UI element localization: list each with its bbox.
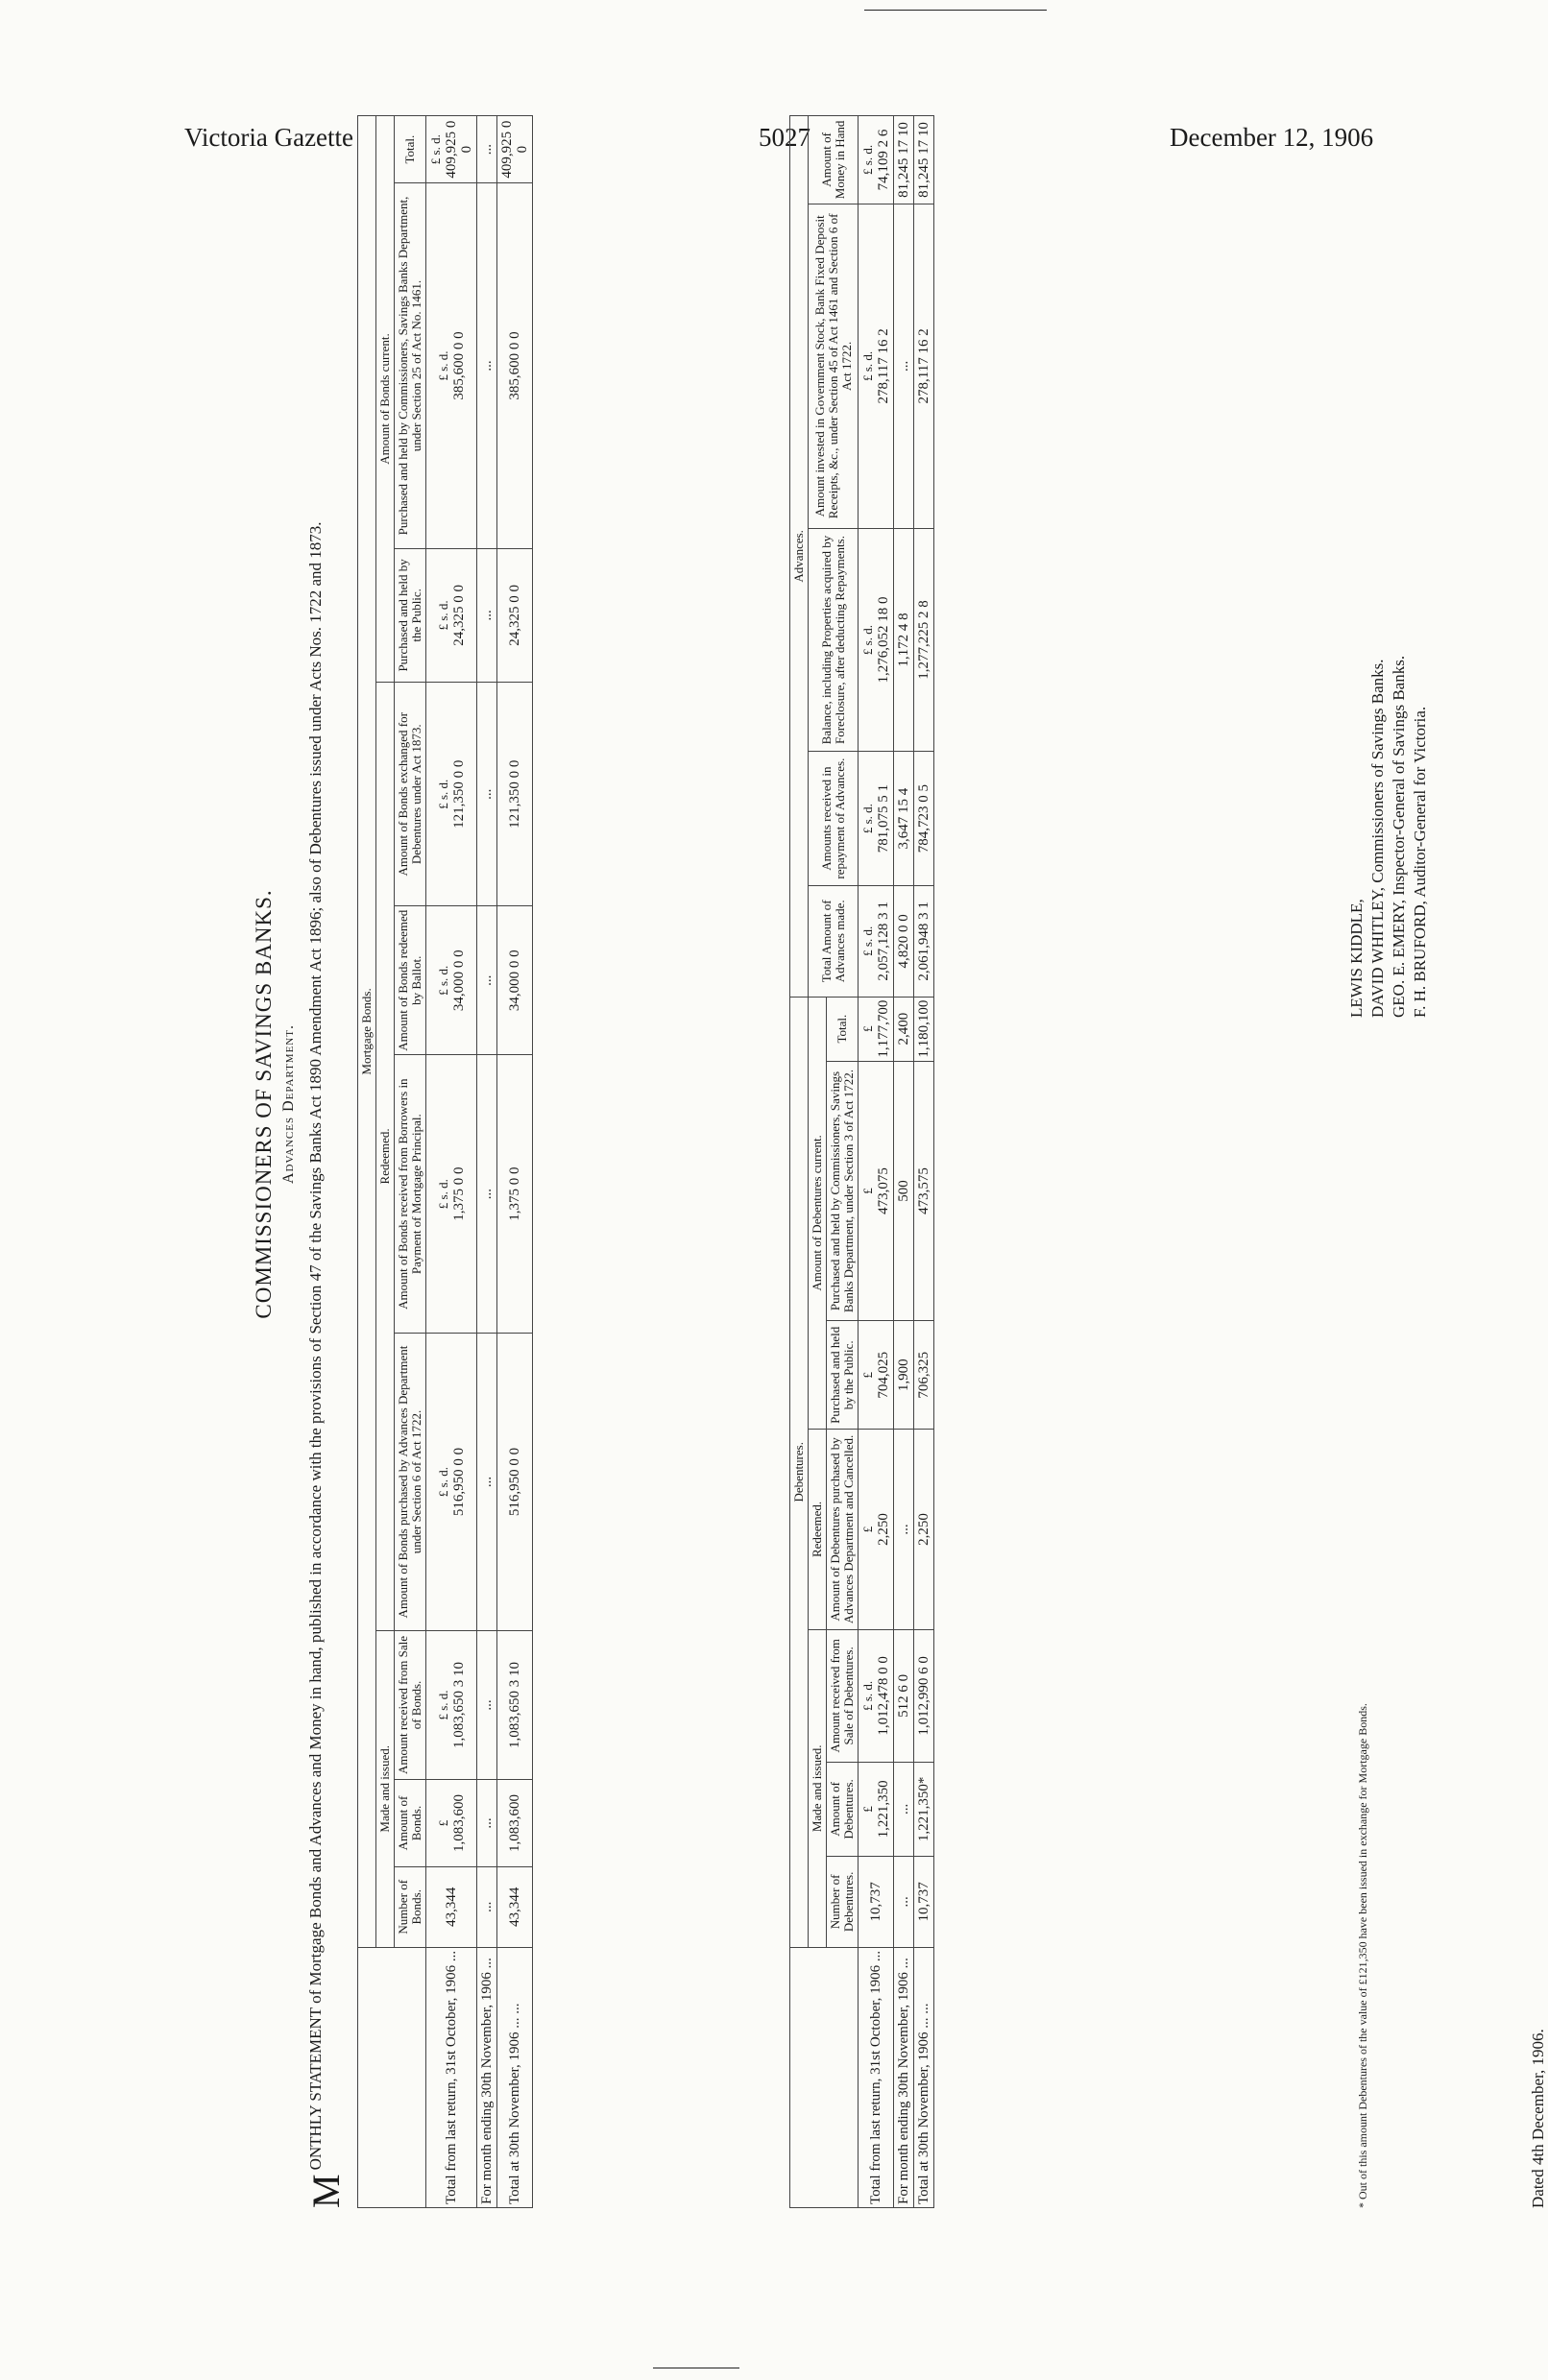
bonds-col-4: Amount of Bonds received from Borrowers in Payment of Mortgage Principal. (395, 1054, 426, 1333)
signature-block (1346, 656, 1431, 1018)
cell: 34,000 0 0 (497, 906, 533, 1055)
deb-col-8: Amounts received in repayment of Advances. (809, 752, 859, 886)
signatory-3: GEO. E. EMERY, Inspector-General of Savings Banks. (1390, 655, 1408, 1018)
row-label: For month ending 30th November, 1906 ... (477, 1947, 497, 2207)
cell: 473,575 (914, 1061, 934, 1321)
row-label: Total at 30th November, 1906 ... ... (914, 1947, 934, 2207)
cell: ... (894, 1856, 914, 1947)
cell: ... (477, 1866, 497, 1947)
cell: ... (894, 1430, 914, 1630)
advances-group-header: Advances. (790, 116, 809, 998)
deb-row-0 (859, 116, 894, 2208)
cell: 1,375 0 0 (497, 1054, 533, 1333)
cell: 2,061,948 3 1 (914, 885, 934, 997)
deb-redeemed-header: Redeemed. (809, 1430, 827, 1630)
cell: ... (894, 1762, 914, 1856)
bonds-made-header: Made and issued. (376, 1630, 395, 1947)
cell: 1,900 (894, 1321, 914, 1430)
bonds-col-8: Purchased and held by Commissioners, Savings Banks Department, under Section 25 of Act No. 1461. (395, 183, 426, 548)
debentures-group-header: Debentures. (790, 997, 809, 1947)
cell: ... (477, 1054, 497, 1333)
cell: 784,723 0 5 (914, 752, 934, 886)
footnote: * Out of this amount Debentures of the value of £121,350 have been issued in exchange for Mortgage Bonds. (1356, 1703, 1369, 2208)
cell: 43,344 (497, 1866, 533, 1947)
cell: 1,083,600 (497, 1780, 533, 1866)
cell: ... (477, 116, 497, 183)
deb-col-5: Purchased and held by Commissioners, Savings Banks Department, under Section 3 of Act 1722. (827, 1061, 859, 1321)
cell: £ 704,025 (859, 1321, 894, 1430)
deb-col-3: Amount of Debentures purchased by Advances Department and Cancelled. (827, 1430, 859, 1630)
cell: ... (477, 183, 497, 548)
cell: £ 1,221,350 (859, 1762, 894, 1856)
cell: 1,083,650 3 10 (497, 1630, 533, 1780)
cell: £ s. d. 781,075 5 1 (859, 752, 894, 886)
cell: £ 2,250 (859, 1430, 894, 1630)
deb-col-11: Amount of Money in Hand (809, 116, 859, 204)
cell: £ s. d. 34,000 0 0 (426, 906, 477, 1055)
deb-row-1 (894, 116, 914, 2208)
signatory-4: F. H. BRUFORD, Auditor-General for Victoria. (1411, 706, 1429, 1018)
row-label-header (358, 1947, 426, 2207)
deb-current-header: Amount of Debentures current. (809, 997, 827, 1430)
rotated-statement (252, 0, 1547, 2208)
cell: £ s. d. 121,350 0 0 (426, 683, 477, 906)
cell: 43,344 (426, 1866, 477, 1947)
cell: 516,950 0 0 (497, 1334, 533, 1630)
deb-made-header: Made and issued. (809, 1629, 827, 1947)
cell: ... (477, 1630, 497, 1780)
cell: 10,737 (914, 1856, 934, 1947)
cell: 409,925 0 0 (497, 116, 533, 183)
cell: £ s. d. 385,600 0 0 (426, 183, 477, 548)
cell: £ s. d. 516,950 0 0 (426, 1334, 477, 1630)
bonds-col-7: Purchased and held by the Public. (395, 548, 426, 682)
signatory-role: Commissioners of Savings Banks. (1368, 659, 1387, 883)
cell: 2,400 (894, 997, 914, 1061)
bonds-row-2 (497, 116, 533, 2208)
deb-row-2 (914, 116, 934, 2208)
cell: 1,012,990 6 0 (914, 1629, 934, 1762)
cell: 1,172 4 8 (894, 528, 914, 751)
cell: £ s. d. 2,057,128 3 1 (859, 885, 894, 997)
bonds-redeemed-header: Redeemed. (376, 683, 395, 1631)
deb-col-9: Balance, including Properties acquired by Foreclosure, after deducting Repayments. (809, 528, 859, 751)
cell: £ 473,075 (859, 1061, 894, 1321)
cell: 1,180,100 (914, 997, 934, 1061)
cell: 2,250 (914, 1430, 934, 1630)
cell: £ s. d. 409,925 0 0 (426, 116, 477, 183)
bonds-col-5: Amount of Bonds redeemed by Ballot. (395, 906, 426, 1055)
cell: 1,221,350* (914, 1762, 934, 1856)
bonds-col-2: Amount received from Sale of Bonds. (395, 1630, 426, 1780)
cell: £ s. d. 1,083,650 3 10 (426, 1630, 477, 1780)
cell: 81,245 17 10 (914, 116, 934, 204)
row-label: Total at 30th November, 1906 ... ... (497, 1947, 533, 2207)
cell: 385,600 0 0 (497, 183, 533, 548)
intro-text: ONTHLY STATEMENT of Mortgage Bonds and Advances and Money in hand, published in accordance with the provisions of Section 47 of the Savings Banks Act 1890 Amendment Act 1896; also of Debentures issued under Acts Nos. 1722 and 1873. (306, 521, 325, 2171)
bonds-col-0: Number of Bonds. (395, 1866, 426, 1947)
deb-col-1: Amount of Debentures. (827, 1762, 859, 1856)
page-number: 5027 (759, 123, 810, 152)
bonds-col-1: Amount of Bonds. (395, 1780, 426, 1866)
cell: £ s. d. 1,012,478 0 0 (859, 1629, 894, 1762)
cell: £ s. d. 1,276,052 18 0 (859, 528, 894, 751)
cell: 4,820 0 0 (894, 885, 914, 997)
signatory-2: DAVID WHITLEY, (1368, 887, 1387, 1018)
row-label-header (790, 1947, 859, 2207)
cell: ... (477, 1334, 497, 1630)
bonds-row-1 (477, 116, 497, 2208)
cell: £ s. d. 1,375 0 0 (426, 1054, 477, 1333)
deb-col-0: Number of Debentures. (827, 1856, 859, 1947)
row-label: Total from last return, 31st October, 1906 ... (426, 1947, 477, 2207)
deb-col-4: Purchased and held by the Public. (827, 1321, 859, 1430)
debentures-table (789, 115, 934, 2208)
cell: 3,647 15 4 (894, 752, 914, 886)
bonds-col-3: Amount of Bonds purchased by Advances Department under Section 6 of Act 1722. (395, 1334, 426, 1630)
department-heading: Advances Department. (280, 1024, 297, 1184)
cell: ... (477, 683, 497, 906)
deb-col-7: Total Amount of Advances made. (809, 885, 859, 997)
cell: 706,325 (914, 1321, 934, 1430)
cell: 24,325 0 0 (497, 548, 533, 682)
bonds-group-header: Mortgage Bonds. (358, 116, 376, 1948)
cell: 10,737 (859, 1856, 894, 1947)
bonds-table (357, 115, 533, 2208)
intro-paragraph (305, 115, 348, 2208)
cell: ... (477, 548, 497, 682)
cell: ... (477, 1780, 497, 1866)
cell: £ 1,083,600 (426, 1780, 477, 1866)
row-label: Total from last return, 31st October, 1906 ... (859, 1947, 894, 2207)
cell: £ s. d. 74,109 2 6 (859, 116, 894, 204)
cell: 278,117 16 2 (914, 204, 934, 528)
dropcap: M (304, 2174, 348, 2208)
signatory-1: LEWIS KIDDLE, (1347, 899, 1366, 1018)
bonds-col-6: Amount of Bonds exchanged for Debentures under Act 1873. (395, 683, 426, 906)
bonds-row-0 (426, 116, 477, 2208)
deb-col-6: Total. (827, 997, 859, 1061)
cell: £ s. d. 24,325 0 0 (426, 548, 477, 682)
dated-line: Dated 4th December, 1906. (1529, 2029, 1547, 2208)
cell: 500 (894, 1061, 914, 1321)
gazette-date: December 12, 1906 (1170, 123, 1374, 152)
cell: ... (477, 906, 497, 1055)
cell: ... (894, 204, 914, 528)
cell: 81,245 17 10 (894, 116, 914, 204)
deb-col-2: Amount received from Sale of Debentures. (827, 1629, 859, 1762)
cell: 121,350 0 0 (497, 683, 533, 906)
cell: £ 1,177,700 (859, 997, 894, 1061)
cell: £ s. d. 278,117 16 2 (859, 204, 894, 528)
bonds-col-9: Total. (395, 116, 426, 183)
bonds-current-header: Amount of Bonds current. (376, 116, 395, 683)
cell: 512 6 0 (894, 1629, 914, 1762)
deb-col-10: Amount invested in Government Stock, Bank Fixed Deposit Receipts, &c., under Section 45 of Act 1461 and Section 6 of Act 1722. (809, 204, 859, 528)
statement-title: COMMISSIONERS OF SAVINGS BANKS. (252, 889, 276, 1319)
cell: 1,277,225 2 8 (914, 528, 934, 751)
row-label: For month ending 30th November, 1906 ... (894, 1947, 914, 2207)
gazette-title: Victoria Gazette (184, 123, 354, 152)
